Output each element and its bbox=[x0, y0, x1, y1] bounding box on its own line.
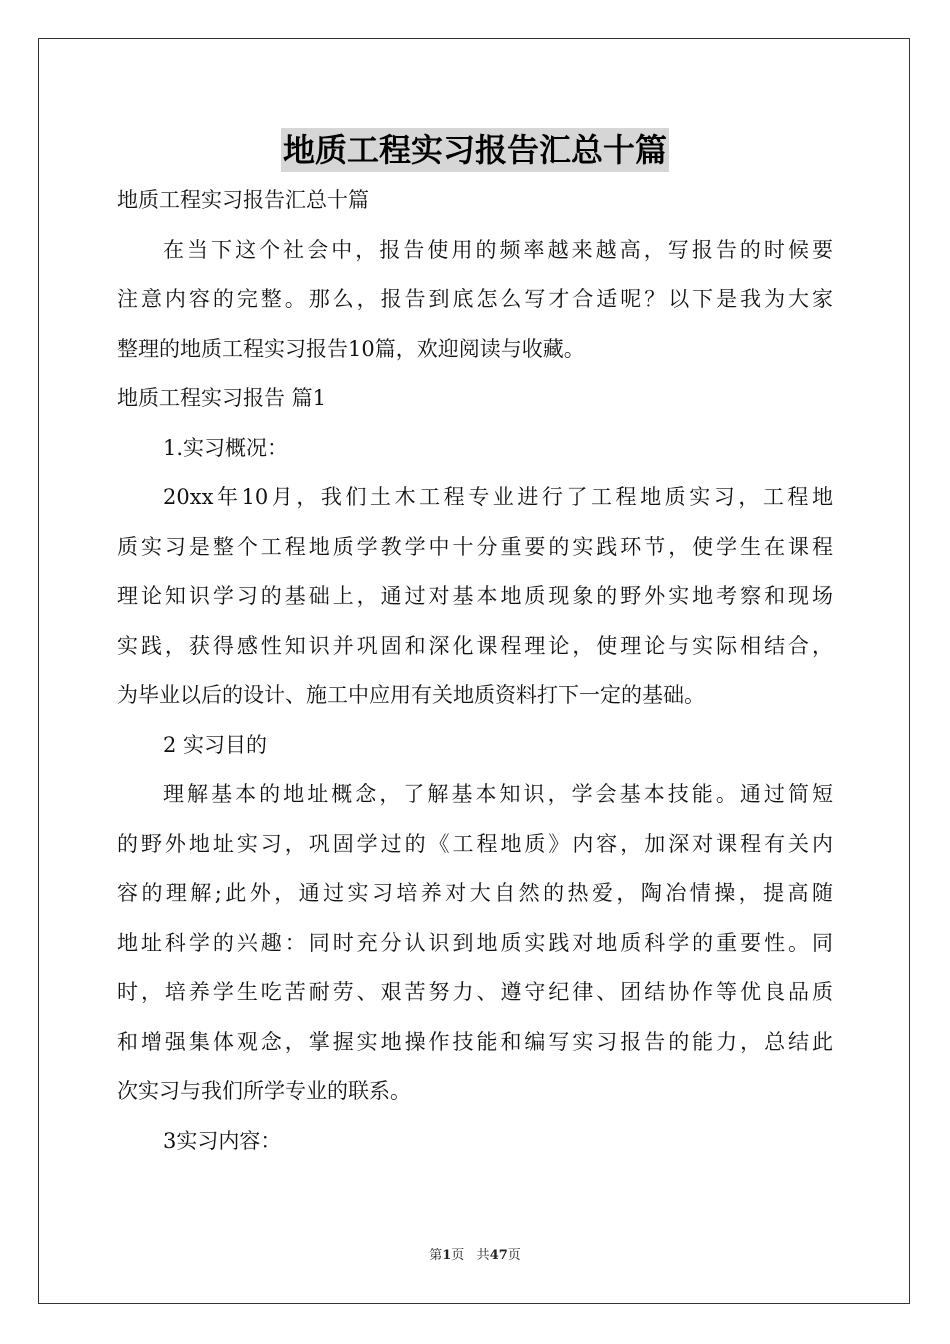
page-footer bbox=[0, 1244, 950, 1263]
text-line: 地质工程实习报告 篇1 bbox=[117, 386, 327, 410]
text-line: 的野外地址实习，巩固学过的《工程地质》内容，加深对课程有关内 bbox=[117, 831, 833, 856]
total-pages: 47 bbox=[489, 1248, 508, 1263]
text-line: 理论知识学习的基础上，通过对基本地质现象的野外实地考察和现场 bbox=[117, 584, 833, 608]
page-suffix: 页 bbox=[451, 1248, 465, 1263]
text-line: 容的理解;此外，通过实习培养对大自然的热爱，陶冶情操，提高随 bbox=[117, 881, 833, 905]
document-body bbox=[117, 176, 833, 1166]
text-line: 地质工程实习报告汇总十篇 bbox=[117, 188, 369, 212]
text-line: 和增强集体观念，掌握实地操作技能和编写实习报告的能力，总结此 bbox=[117, 1029, 833, 1054]
text-line: 次实习与我们所学专业的联系。 bbox=[117, 1079, 411, 1103]
text-line: 在当下这个社会中，报告使用的频率越来越高，写报告的时候要 bbox=[163, 237, 833, 262]
text-line: 地址科学的兴趣：同时充分认识到地质实践对地质科学的重要性。同 bbox=[117, 930, 833, 955]
page-prefix: 第 bbox=[429, 1248, 443, 1263]
title-area bbox=[0, 128, 950, 172]
text-line: 实践，获得感性知识并巩固和深化课程理论，使理论与实际相结合， bbox=[117, 633, 833, 658]
text-line: 2 实习目的 bbox=[163, 732, 268, 757]
text-line: 质实习是整个工程地质学教学中十分重要的实践环节，使学生在课程 bbox=[117, 534, 833, 559]
text-line: 3实习内容： bbox=[163, 1128, 282, 1153]
text-line: 时，培养学生吃苦耐劳、艰苦努力、遵守纪律、团结协作等优良品质 bbox=[117, 980, 833, 1004]
text-line: 注意内容的完整。那么，报告到底怎么写才合适呢？以下是我为大家 bbox=[117, 287, 833, 311]
total-prefix: 共 bbox=[476, 1248, 490, 1263]
text-line: 为毕业以后的设计、施工中应用有关地质资料打下一定的基础。 bbox=[117, 683, 705, 707]
text-line: 理解基本的地址概念，了解基本知识，学会基本技能。通过简短 bbox=[163, 782, 833, 806]
text-line: 1.实习概况： bbox=[163, 435, 289, 460]
page-number: 1 bbox=[442, 1248, 452, 1263]
total-suffix: 页 bbox=[507, 1248, 521, 1263]
text-line: 整理的地质工程实习报告10篇，欢迎阅读与收藏。 bbox=[117, 336, 585, 361]
document-title: 地质工程实习报告汇总十篇 bbox=[281, 128, 669, 172]
text-line: 20xx年10月，我们土木工程专业进行了工程地质实习，工程地 bbox=[163, 485, 833, 509]
